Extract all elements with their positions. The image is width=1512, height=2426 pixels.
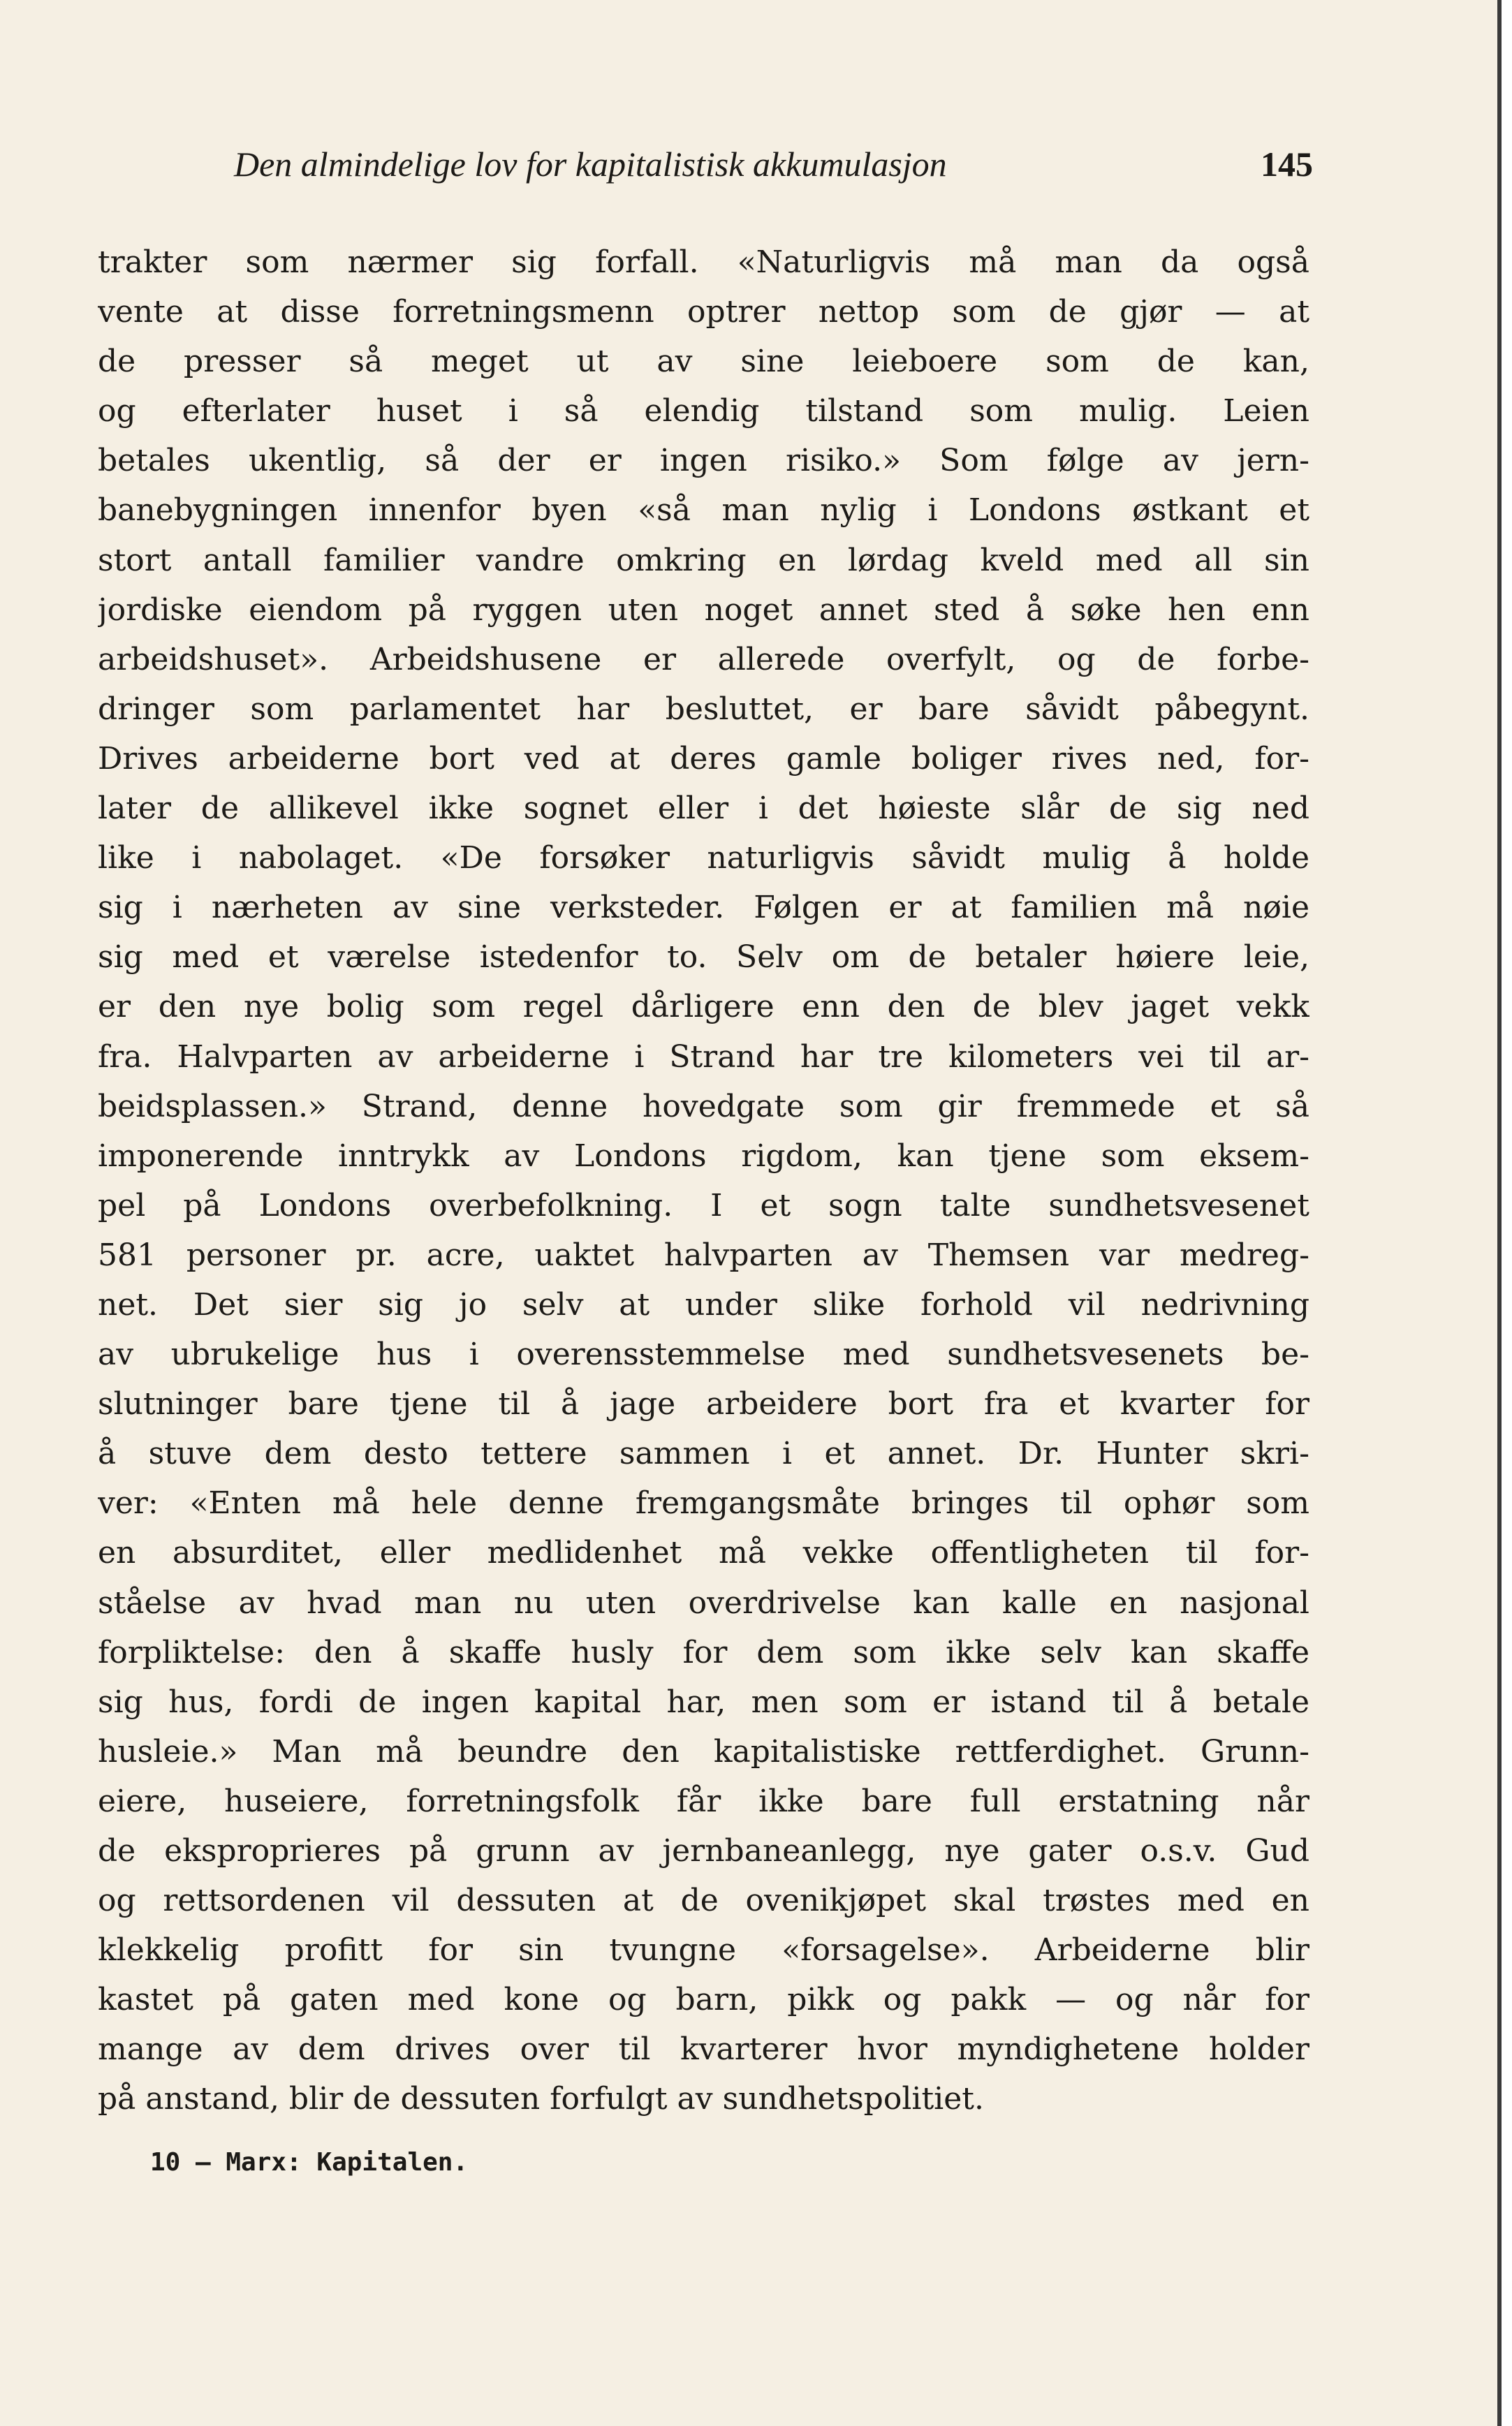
text-line: forpliktelse: den å skaffe husly for dem som ikke selv kan skaffe <box>98 1634 1309 1670</box>
text-line: og efterlater huset i så elendig tilstand som mulig. Leien <box>98 393 1309 429</box>
text-line: 581 personer pr. acre, uaktet halvparten av Themsen var medreg- <box>98 1237 1309 1273</box>
text-line: slutninger bare tjene til å jage arbeidere bort fra et kvarter for <box>98 1386 1309 1422</box>
text-line: arbeidshuset». Arbeidshusene er allerede overfylt, og de forbe- <box>98 641 1309 677</box>
text-line-last: på anstand, blir de dessuten forfulgt av sundhetspolitiet. <box>98 2081 984 2117</box>
text-line: kastet på gaten med kone og barn, pikk og pakk — og når for <box>98 1982 1309 2018</box>
text-line: de presser så meget ut av sine leieboere som de kan, <box>98 344 1309 380</box>
text-line: sig med et værelse istedenfor to. Selv om de betaler høiere leie, <box>98 939 1309 976</box>
text-line: de eksproprieres på grunn av jernbaneanlegg, nye gater o.s.v. Gud <box>98 1833 1309 1869</box>
text-line: jordiske eiendom på ryggen uten noget annet sted å søke hen enn <box>98 591 1309 628</box>
page-header <box>98 140 1313 189</box>
text-line: vente at disse forretningsmenn optrer nettop som de gjør — at <box>98 294 1309 330</box>
text-line: er den nye bolig som regel dårligere enn den de blev jaget vekk <box>98 989 1309 1025</box>
text-line: fra. Halvparten av arbeiderne i Strand har tre kilometers vei til ar- <box>98 1038 1309 1075</box>
text-line: av ubrukelige hus i overensstemmelse med sundhetsvesenets be- <box>98 1337 1309 1373</box>
text-line: pel på Londons overbefolkning. I et sogn talte sundhetsvesenet <box>98 1187 1309 1223</box>
text-line: sig i nærheten av sine verksteder. Følgen er at familien må nøie <box>98 890 1309 926</box>
text-line: klekkelig profitt for sin tvungne «forsagelse». Arbeiderne blir <box>98 1932 1309 1969</box>
text-line: husleie.» Man må beundre den kapitalistiske rettferdighet. Grunn- <box>98 1733 1309 1770</box>
text-line: en absurditet, eller medlidenhet må vekke offentligheten til for- <box>98 1535 1309 1571</box>
text-line: like i nabolaget. «De forsøker naturligvis såvidt mulig å holde <box>98 840 1309 876</box>
text-line: trakter som nærmer sig forfall. «Naturligvis må man da også <box>98 244 1309 280</box>
text-line: net. Det sier sig jo selv at under slike forhold vil nedrivning <box>98 1286 1309 1323</box>
page-number: 145 <box>1261 145 1313 184</box>
text-line: ver: «Enten må hele denne fremgangsmåte bringes til ophør som <box>98 1485 1309 1522</box>
text-line: eiere, huseiere, forretningsfolk får ikke bare full erstatning når <box>98 1783 1309 1819</box>
running-title: Den almindelige lov for kapitalistisk akkumulasjon <box>234 145 947 184</box>
printer-signature: 10 — Marx: Kapitalen. <box>150 2148 469 2177</box>
text-line: beidsplassen.» Strand, denne hovedgate som gir fremmede et så <box>98 1088 1309 1124</box>
body-text <box>98 237 1309 2124</box>
text-line: sig hus, fordi de ingen kapital har, men som er istand til å betale <box>98 1684 1309 1720</box>
text-line: dringer som parlamentet har besluttet, er bare såvidt påbegynt. <box>98 691 1309 727</box>
text-line: å stuve dem desto tettere sammen i et annet. Dr. Hunter skri- <box>98 1436 1309 1472</box>
text-line: imponerende inntrykk av Londons rigdom, kan tjene som eksem- <box>98 1138 1309 1174</box>
text-line: mange av dem drives over til kvarterer hvor myndighetene holder <box>98 2031 1309 2068</box>
text-line: later de allikevel ikke sognet eller i det høieste slår de sig ned <box>98 791 1309 827</box>
text-line: stort antall familier vandre omkring en lørdag kveld med all sin <box>98 542 1309 578</box>
text-line: ståelse av hvad man nu uten overdrivelse kan kalle en nasjonal <box>98 1585 1309 1621</box>
text-line: betales ukentlig, så der er ingen risiko.» Som følge av jern- <box>98 443 1309 479</box>
text-line: Drives arbeiderne bort ved at deres gamle boliger rives ned, for- <box>98 740 1309 777</box>
text-line: banebygningen innenfor byen «så man nylig i Londons østkant et <box>98 492 1309 529</box>
text-line: og rettsordenen vil dessuten at de ovenikjøpet skal trøstes med en <box>98 1883 1309 1919</box>
